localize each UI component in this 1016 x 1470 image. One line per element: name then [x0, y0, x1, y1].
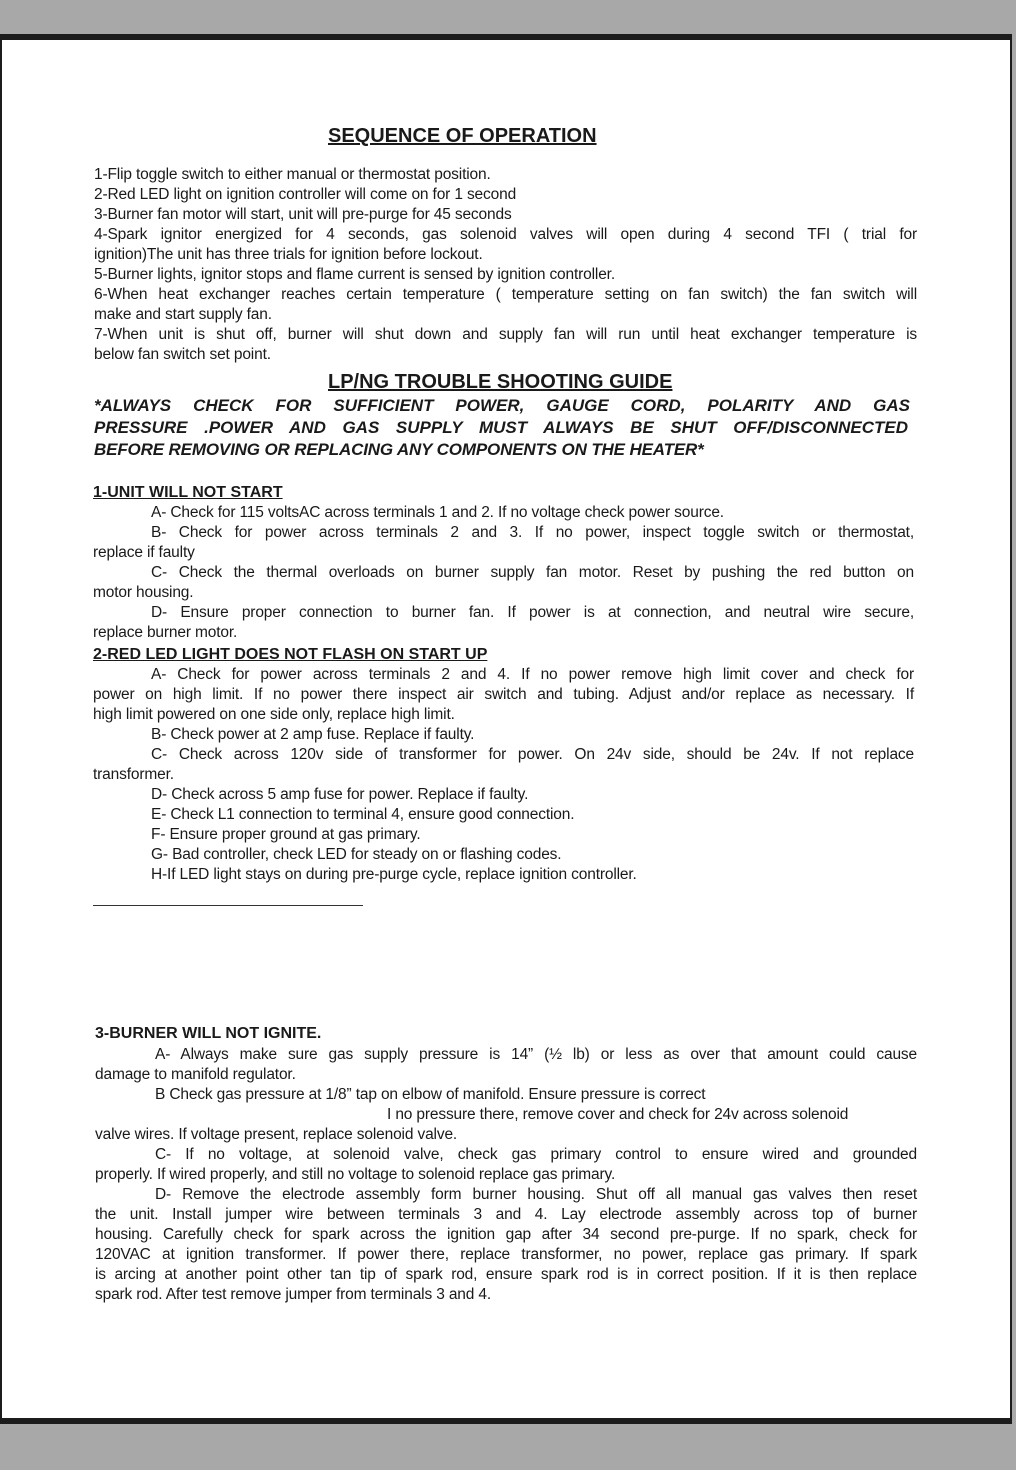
section3-line: housing. Carefully check for spark across the ignition gap after 34 second pre-purge. If no spark, check for — [95, 1226, 917, 1243]
bottom-border-band — [0, 1428, 1016, 1470]
horizontal-rule — [93, 905, 363, 906]
top-border-band — [0, 0, 1016, 34]
sequence-line: 1-Flip toggle switch to either manual or thermostat position. — [94, 166, 491, 183]
section3-line: the unit. Install jumper wire between terminals 3 and 4. Lay electrode assembly across top of burner — [95, 1206, 917, 1223]
section3-line: B Check gas pressure at 1/8” tap on elbow of manifold. Ensure pressure is correct — [155, 1086, 706, 1103]
sequence-line: below fan switch set point. — [94, 346, 271, 363]
section1-line: motor housing. — [93, 584, 194, 601]
section2-line: high limit powered on one side only, replace high limit. — [93, 706, 455, 723]
section2-heading: 2-RED LED LIGHT DOES NOT FLASH ON START UP — [93, 646, 488, 663]
section3-heading: 3-BURNER WILL NOT IGNITE. — [95, 1025, 322, 1042]
section3-line: damage to manifold regulator. — [95, 1066, 296, 1083]
section3-line: valve wires. If voltage present, replace solenoid valve. — [95, 1126, 458, 1143]
sequence-line: make and start supply fan. — [94, 306, 272, 323]
section3-line: D- Remove the electrode assembly form burner housing. Shut off all manual gas valves then reset — [155, 1186, 917, 1203]
section1-line: replace if faulty — [93, 544, 195, 561]
section2-line: power on high limit. If no power there inspect air switch and tubing. Adjust and/or replace as necessary. If — [93, 686, 914, 703]
section3-line: is arcing at another point other tan tip of spark rod, ensure spark rod is in correct position. If it is then replace — [95, 1266, 917, 1283]
sequence-line: ignition)The unit has three trials for ignition before lockout. — [94, 246, 483, 263]
section1-line: B- Check for power across terminals 2 and 3. If no power, inspect toggle switch or thermostat, — [151, 524, 914, 541]
section2-line: A- Check for power across terminals 2 and 4. If no power remove high limit cover and check for — [151, 666, 914, 683]
sequence-line: 4-Spark ignitor energized for 4 seconds, gas solenoid valves will open during 4 second TFI ( trial for — [94, 226, 917, 243]
section1-line: replace burner motor. — [93, 624, 238, 641]
sequence-line: 2-Red LED light on ignition controller will come on for 1 second — [94, 186, 517, 203]
section1-heading: 1-UNIT WILL NOT START — [93, 484, 283, 501]
section3-line: C- If no voltage, at solenoid valve, check gas primary control to ensure wired and grounded — [155, 1146, 917, 1163]
section1-line: C- Check the thermal overloads on burner supply fan motor. Reset by pushing the red button on — [151, 564, 914, 581]
section3-line: spark rod. After test remove jumper from terminals 3 and 4. — [95, 1286, 492, 1303]
warning-line: BEFORE REMOVING OR REPLACING ANY COMPONENTS ON THE HEATER* — [94, 440, 704, 459]
guide-title: LP/NG TROUBLE SHOOTING GUIDE — [328, 371, 673, 393]
sequence-line: 3-Burner fan motor will start, unit will pre-purge for 45 seconds — [94, 206, 512, 223]
section3-line: A- Always make sure gas supply pressure is 14” (½ lb) or less as over that amount could cause — [155, 1046, 917, 1063]
section2-line: H-If LED light stays on during pre-purge cycle, replace ignition controller. — [151, 866, 637, 883]
section2-line: F- Ensure proper ground at gas primary. — [151, 826, 421, 843]
section3-line: I no pressure there, remove cover and check for 24v across solenoid — [387, 1106, 849, 1123]
section2-line: D- Check across 5 amp fuse for power. Replace if faulty. — [151, 786, 529, 803]
section3-line: 120VAC at ignition transformer. If power there, replace transformer, no power, replace gas primary. If spark — [95, 1246, 917, 1263]
section3-line: properly. If wired properly, and still no voltage to solenoid replace gas primary. — [95, 1166, 616, 1183]
section2-line: C- Check across 120v side of transformer for power. On 24v side, should be 24v. If not replace — [151, 746, 914, 763]
warning-line: PRESSURE .POWER AND GAS SUPPLY MUST ALWAYS BE SHUT OFF/DISCONNECTED — [94, 418, 908, 437]
warning-line: *ALWAYS CHECK FOR SUFFICIENT POWER, GAUGE CORD, POLARITY AND GAS — [94, 396, 910, 415]
sequence-line: 6-When heat exchanger reaches certain temperature ( temperature setting on fan switch) the fan switch will — [94, 286, 917, 303]
section2-line: G- Bad controller, check LED for steady on or flashing codes. — [151, 846, 562, 863]
section2-line: B- Check power at 2 amp fuse. Replace if faulty. — [151, 726, 475, 743]
sequence-line: 7-When unit is shut off, burner will shut down and supply fan will run until heat exchanger temperature is — [94, 326, 917, 343]
section1-line: D- Ensure proper connection to burner fan. If power is at connection, and neutral wire secure, — [151, 604, 914, 621]
section2-line: transformer. — [93, 766, 174, 783]
sequence-line: 5-Burner lights, ignitor stops and flame current is sensed by ignition controller. — [94, 266, 615, 283]
section1-line: A- Check for 115 voltsAC across terminals 1 and 2. If no voltage check power source. — [151, 504, 724, 521]
section2-line: E- Check L1 connection to terminal 4, ensure good connection. — [151, 806, 575, 823]
sequence-title: SEQUENCE OF OPERATION — [328, 125, 597, 147]
